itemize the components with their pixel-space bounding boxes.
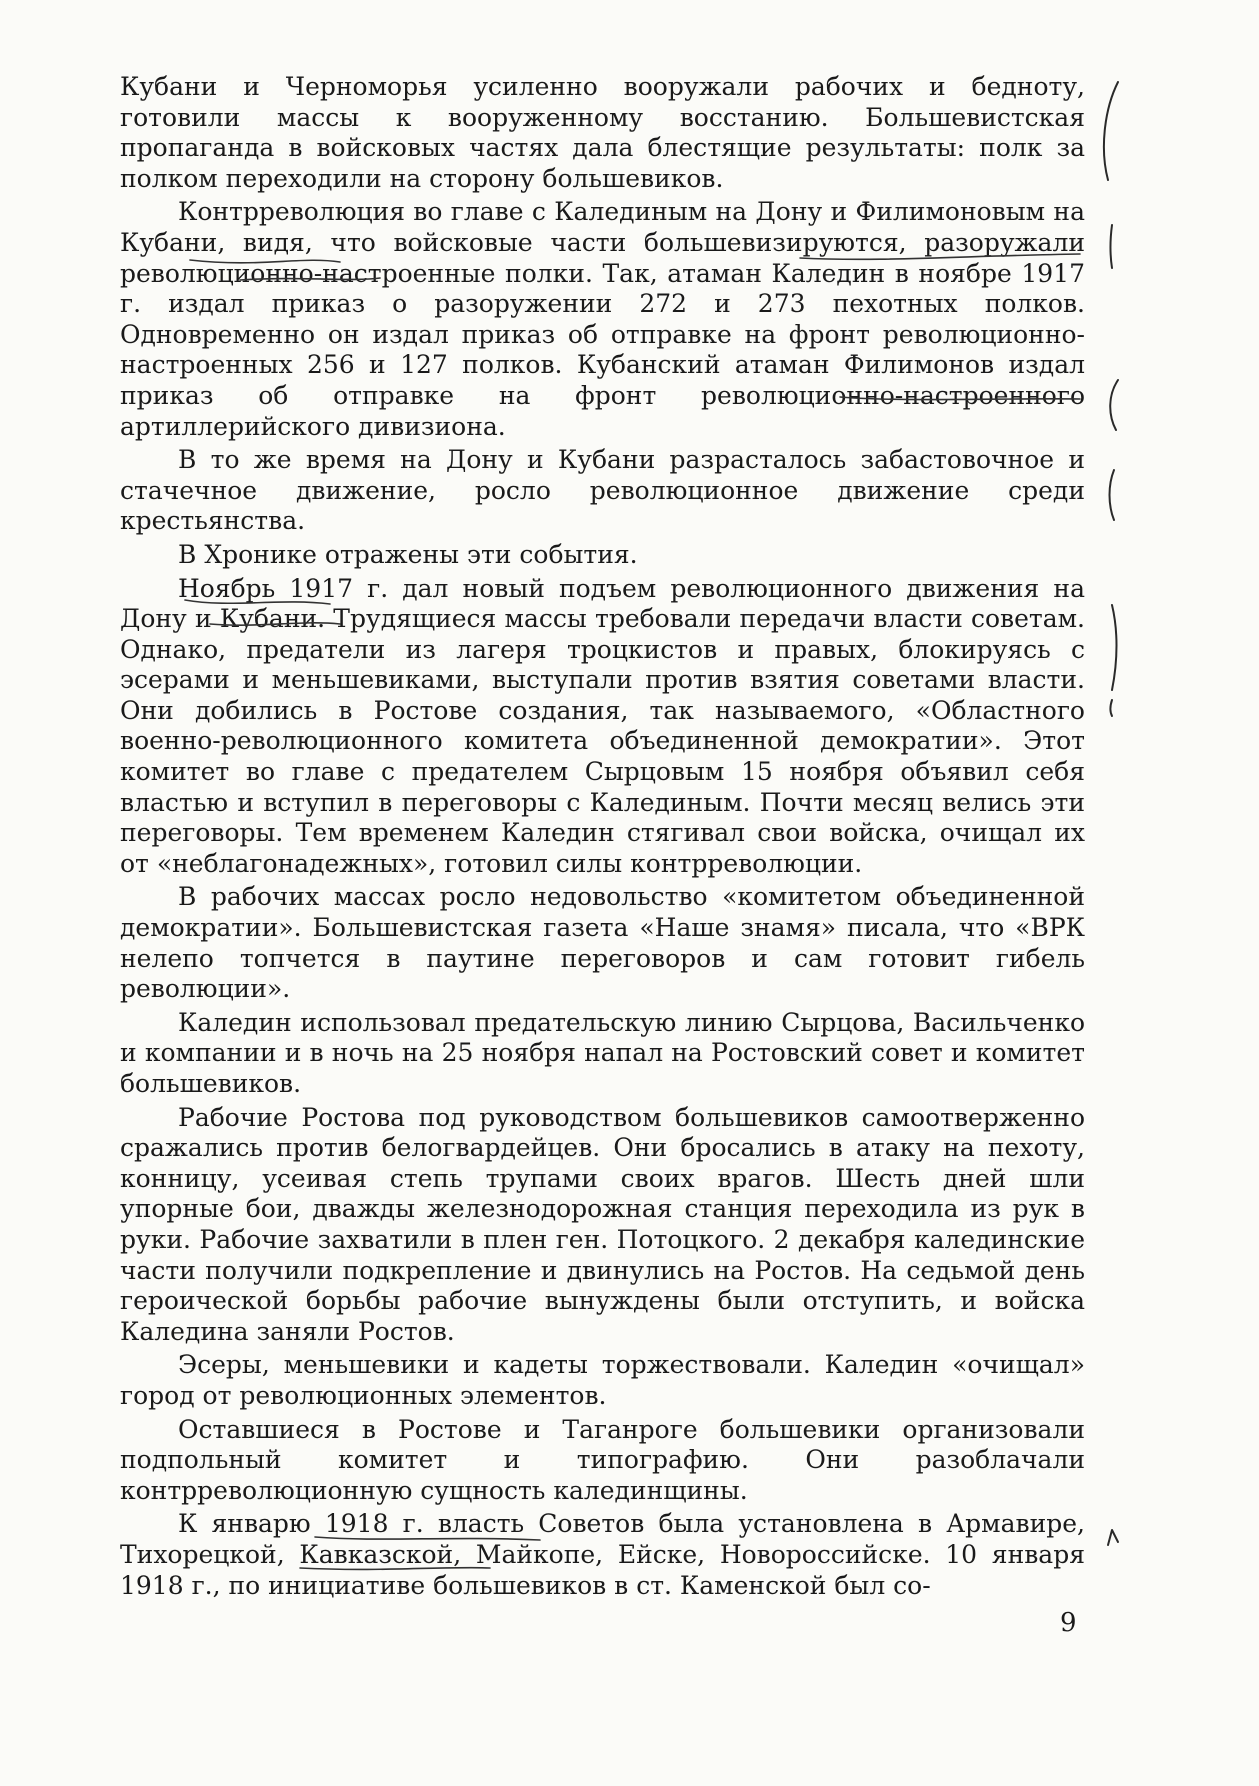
margin-mark-6 <box>1111 700 1113 716</box>
page-text-body <box>120 72 1085 1604</box>
paragraph-3: В то же время на Дону и Кубани разрасталось забастовочное и стачечное движение, росло революционное движение среди крестьянства. <box>120 445 1085 536</box>
margin-bracket-4 <box>1110 470 1115 520</box>
paragraph-2: Контрреволюция во главе с Калединым на Дону и Филимоновым на Кубани, видя, что войсковые части большевизируются, разоружали революционно-настроенные полки. Так, атаман Каледин в ноябре 1917 г. издал приказ о разоружении 272 и 273 пехотных полков. Одновременно он издал приказ об отправке на фронт революционно-настроенных 256 и 127 полков. Кубанский атаман Филимонов издал приказ об отправке на фронт революционно-настроенного артиллерийского дивизиона. <box>120 197 1085 441</box>
margin-arrow-mark <box>1108 1530 1118 1545</box>
paragraph-9: Эсеры, меньшевики и кадеты торжествовали. Каледин «очищал» город от революционных элементов. <box>120 1350 1085 1410</box>
paragraph-6: В рабочих массах росло недовольство «комитетом объединенной демократии». Большевистская газета «Наше знамя» писала, что «ВРК нелепо топчется в паутине переговоров и сам готовит гибель революции». <box>120 882 1085 1004</box>
margin-bracket-2 <box>1111 225 1113 268</box>
paragraph-1: Кубани и Черноморья усиленно вооружали рабочих и бедноту, готовили массы к вооруженному восстанию. Большевистская пропаганда в войсковых частях дала блестящие результаты: полк за полком переходили на сторону большевиков. <box>120 72 1085 193</box>
paragraph-7: Каледин использовал предательскую линию Сырцова, Васильченко и компании и в ночь на 25 ноября напал на Ростовский совет и комитет большевиков. <box>120 1007 1085 1098</box>
paragraph-8: Рабочие Ростова под руководством большевиков самоотверженно сражались против белогвардейцев. Они бросались в атаку на пехоту, конницу, усеивая степь трупами своих врагов. Шесть дней шли упорные бои, дважды железнодорожная станция переходила из рук в руки. Рабочие захватили в плен ген. Потоцкого. 2 декабря калединские части получили подкрепление и двинулись на Ростов. На седьмой день героической борьбы рабочие вынуждены были отступить, и войска Каледина заняли Ростов. <box>120 1102 1085 1346</box>
paragraph-4: В Хронике отражены эти события. <box>178 539 638 569</box>
margin-bracket-3 <box>1110 380 1118 430</box>
paragraph-10: Оставшиеся в Ростове и Таганроге большевики организовали подпольный комитет и типографию. Они разоблачали контрреволюционную сущность калединщины. <box>120 1414 1085 1505</box>
page-number: 9 <box>1060 1608 1077 1638</box>
margin-bracket-5 <box>1112 605 1117 690</box>
paragraph-11: К январю 1918 г. власть Советов была установлена в Армавире, Тихорецкой, Кавказской, Майкопе, Ейске, Новороссийске. 10 января 1918 г., по инициативе большевиков в ст. Каменской был со- <box>120 1509 1085 1600</box>
paragraph-5: Ноябрь 1917 г. дал новый подъем революционного движения на Дону и Кубани. Трудящиеся массы требовали передачи власти советам. Однако, предатели из лагеря троцкистов и правых, блокируясь с эсерами и меньшевиками, выступали против взятия советами власти. Они добились в Ростове создания, так называемого, «Областного военно-революционного комитета объединенной демократии». Этот комитет во главе с предателем Сырцовым 15 ноября объявил себя властью и вступил в переговоры с Калединым. Почти месяц велись эти переговоры. Тем временем Каледин стягивал свои войска, очищал их от «неблагонадежных», готовил силы контрреволюции. <box>120 573 1085 878</box>
margin-bracket-1 <box>1104 82 1118 180</box>
